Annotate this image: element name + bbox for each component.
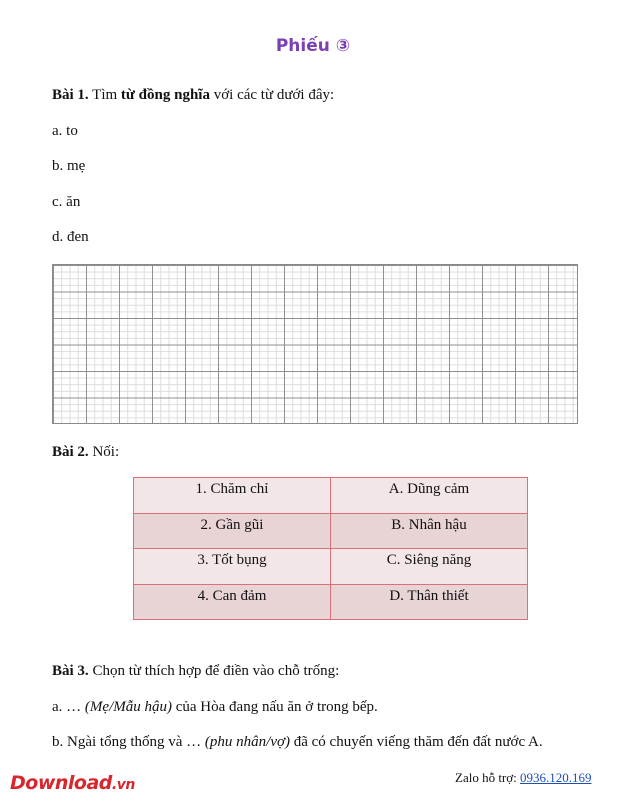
bai1-bold: từ đồng nghĩa bbox=[120, 87, 210, 103]
logo-tld: .vn bbox=[111, 777, 135, 793]
bai3-heading bbox=[52, 663, 339, 680]
bai1-item-d: d. đen bbox=[52, 229, 89, 245]
zalo-label: Zalo hỗ trợ: bbox=[455, 770, 520, 785]
left-cell[interactable]: 1. Chăm chỉ bbox=[134, 478, 331, 514]
bai2-heading bbox=[52, 444, 119, 461]
left-cell[interactable]: 2. Gần gũi bbox=[134, 513, 331, 549]
right-cell[interactable]: A. Dũng cảm bbox=[331, 478, 528, 514]
bai1-item-b: b. mẹ bbox=[52, 158, 86, 174]
right-cell[interactable]: C. Siêng năng bbox=[331, 549, 528, 585]
bai3-label: Bài 3. bbox=[52, 663, 89, 679]
bai1-item-a: a. to bbox=[52, 123, 78, 139]
bai3-b-post: đã có chuyến viếng thăm đến đất nước A. bbox=[289, 734, 543, 750]
bai1-post: với các từ dưới đây: bbox=[213, 87, 335, 103]
bai1-item-c: c. ăn bbox=[52, 194, 81, 210]
bai3-text: Chọn từ thích hợp để điền vào chỗ trống: bbox=[92, 663, 340, 679]
zalo-support bbox=[455, 770, 592, 786]
bai1-label: Bài 1. bbox=[52, 87, 89, 103]
download-logo[interactable] bbox=[10, 772, 135, 794]
right-cell[interactable]: B. Nhân hậu bbox=[331, 513, 528, 549]
right-cell[interactable]: D. Thân thiết bbox=[331, 584, 528, 620]
bai1-pre: Tìm bbox=[92, 87, 118, 103]
bai2-text: Nối: bbox=[92, 444, 120, 460]
bai1-heading bbox=[52, 87, 334, 104]
left-cell[interactable]: 3. Tốt bụng bbox=[134, 549, 331, 585]
writing-grid[interactable] bbox=[52, 264, 578, 424]
bai3-item-a bbox=[52, 699, 378, 716]
table-row bbox=[134, 478, 528, 514]
left-cell[interactable]: 4. Can đảm bbox=[134, 584, 331, 620]
matching-table bbox=[133, 477, 528, 620]
bai3-a-pre: a. … bbox=[52, 699, 85, 715]
zalo-phone-link[interactable]: 0936.120.169 bbox=[520, 770, 592, 785]
table-row bbox=[134, 549, 528, 585]
bai2-label: Bài 2. bbox=[52, 444, 89, 460]
table-row bbox=[134, 513, 528, 549]
bai3-a-post: của Hòa đang nấu ăn ở trong bếp. bbox=[171, 699, 378, 715]
worksheet-title: Phiếu ③ bbox=[275, 36, 351, 56]
table-row bbox=[134, 584, 528, 620]
bai3-a-choice: (Mẹ/Mẫu hậu) bbox=[84, 699, 172, 715]
logo-main: Download bbox=[10, 772, 112, 794]
bai3-b-choice: (phu nhân/vợ) bbox=[204, 734, 290, 750]
bai3-item-b bbox=[52, 734, 543, 751]
bai3-b-pre: b. Ngài tổng thống và … bbox=[52, 734, 205, 750]
